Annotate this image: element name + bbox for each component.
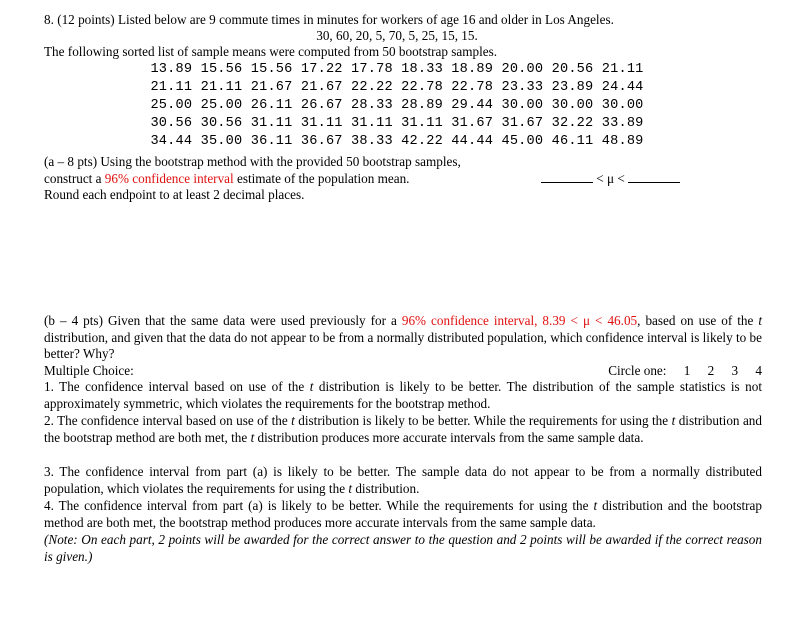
bootstrap-row: 21.11 21.11 21.67 21.67 22.22 22.78 22.78 23.33 23.89 24.44 [150,80,644,95]
bootstrap-row: 30.56 30.56 31.11 31.11 31.11 31.11 31.67 31.67 32.22 33.89 [150,116,644,131]
t-symbol: t [348,480,353,496]
bootstrap-row: 34.44 35.00 36.11 36.67 38.33 42.22 44.44 45.00 46.11 48.89 [150,134,644,149]
option-3 [44,464,762,497]
option-1 [44,379,762,412]
upper-bound-blank[interactable] [628,171,680,183]
confidence-level-highlight: 96% confidence interval [104,171,234,186]
grading-note: (Note: On each part, 2 points will be awarded for the correct answer to the question and 2 points will be awarded if the correct reason is given.) [44,532,762,564]
bootstrap-row: 13.89 15.56 15.56 17.22 17.78 18.33 18.89 20.00 20.56 21.11 [150,62,644,77]
circle-one-group [608,363,762,379]
part-a-line1: (a – 8 pts) Using the bootstrap method with the provided 50 bootstrap samples, [44,154,461,169]
option-4-text-b: distribution and the bootstrap method are both met, the bootstrap method produces more accurate intervals from the same sample data. [44,498,763,530]
part-b-post-a: , based on use of the [637,313,759,328]
t-symbol: t [291,413,295,428]
multiple-choice-row [44,363,762,379]
multiple-choice-label: Multiple Choice: [44,363,134,378]
part-a-line2-post: estimate of the population mean. [233,171,410,186]
choice-4[interactable]: 4 [755,363,762,378]
problem-intro: 8. (12 points) Listed below are 9 commute times in minutes for workers of age 16 and older in Los Angeles. [44,12,614,27]
option-4 [44,498,762,531]
part-a-line2 [44,171,409,187]
option-4-text-a: 4. The confidence interval from part (a) is likely to be better. While the requirements for using the [44,498,594,513]
part-a-rounding-instruction: Round each endpoint to at least 2 decimal places. [44,187,305,202]
bootstrap-intro: The following sorted list of sample means were computed from 50 bootstrap samples. [44,44,498,59]
confidence-interval-answer [541,171,680,187]
t-symbol: t [758,313,763,328]
commute-data-values: 30, 60, 20, 5, 70, 5, 25, 15, 15. [316,28,478,43]
option-1-text-b: distribution is likely to be better. The distribution of the sample statistics is not approximately symmetric, which violates the requirements for the bootstrap method. [44,379,762,411]
bootstrap-row: 25.00 25.00 26.11 26.67 28.33 28.89 29.44 30.00 30.00 30.00 [150,98,644,113]
choice-3[interactable]: 3 [731,363,739,378]
t-symbol: t [671,413,676,428]
mu-inequality: < μ < [593,171,629,186]
t-symbol: t [250,429,255,445]
part-b-pre: (b – 4 pts) Given that the same data were used previously for a [44,313,402,328]
t-symbol: t [309,379,314,394]
part-b-post-b: distribution, and given that the data do not appear to be from a normally distributed population, which confidence interval is likely to be better? Why? [44,329,762,362]
option-3-text-a: 3. The confidence interval from part (a) is likely to be better. The sample data do not appear to be from a normally distributed population, which violates the requirements for using the [44,464,762,496]
option-2-text-c: distribution and the bootstrap method are both met, the [44,413,762,445]
t-symbol: t [593,498,598,513]
part-a-line2-pre: construct a [44,171,105,186]
lower-bound-blank[interactable] [541,171,593,183]
option-2 [44,413,762,446]
choice-2[interactable]: 2 [707,363,715,378]
option-2-text-a: 2. The confidence interval based on use of the [44,413,292,428]
circle-one-label: Circle one: [608,363,667,378]
option-3-text-b: distribution. [352,480,420,496]
option-2-text-d: distribution produces more accurate intervals from the same sample data. [254,429,644,445]
part-b-question [44,313,762,363]
option-2-text-b: distribution is likely to be better. While the requirements for using the [294,413,672,428]
previous-interval-highlight: 96% confidence interval, 8.39 < μ < 46.05 [401,313,638,328]
choice-1[interactable]: 1 [683,363,691,378]
option-1-text-a: 1. The confidence interval based on use of the [44,379,310,394]
